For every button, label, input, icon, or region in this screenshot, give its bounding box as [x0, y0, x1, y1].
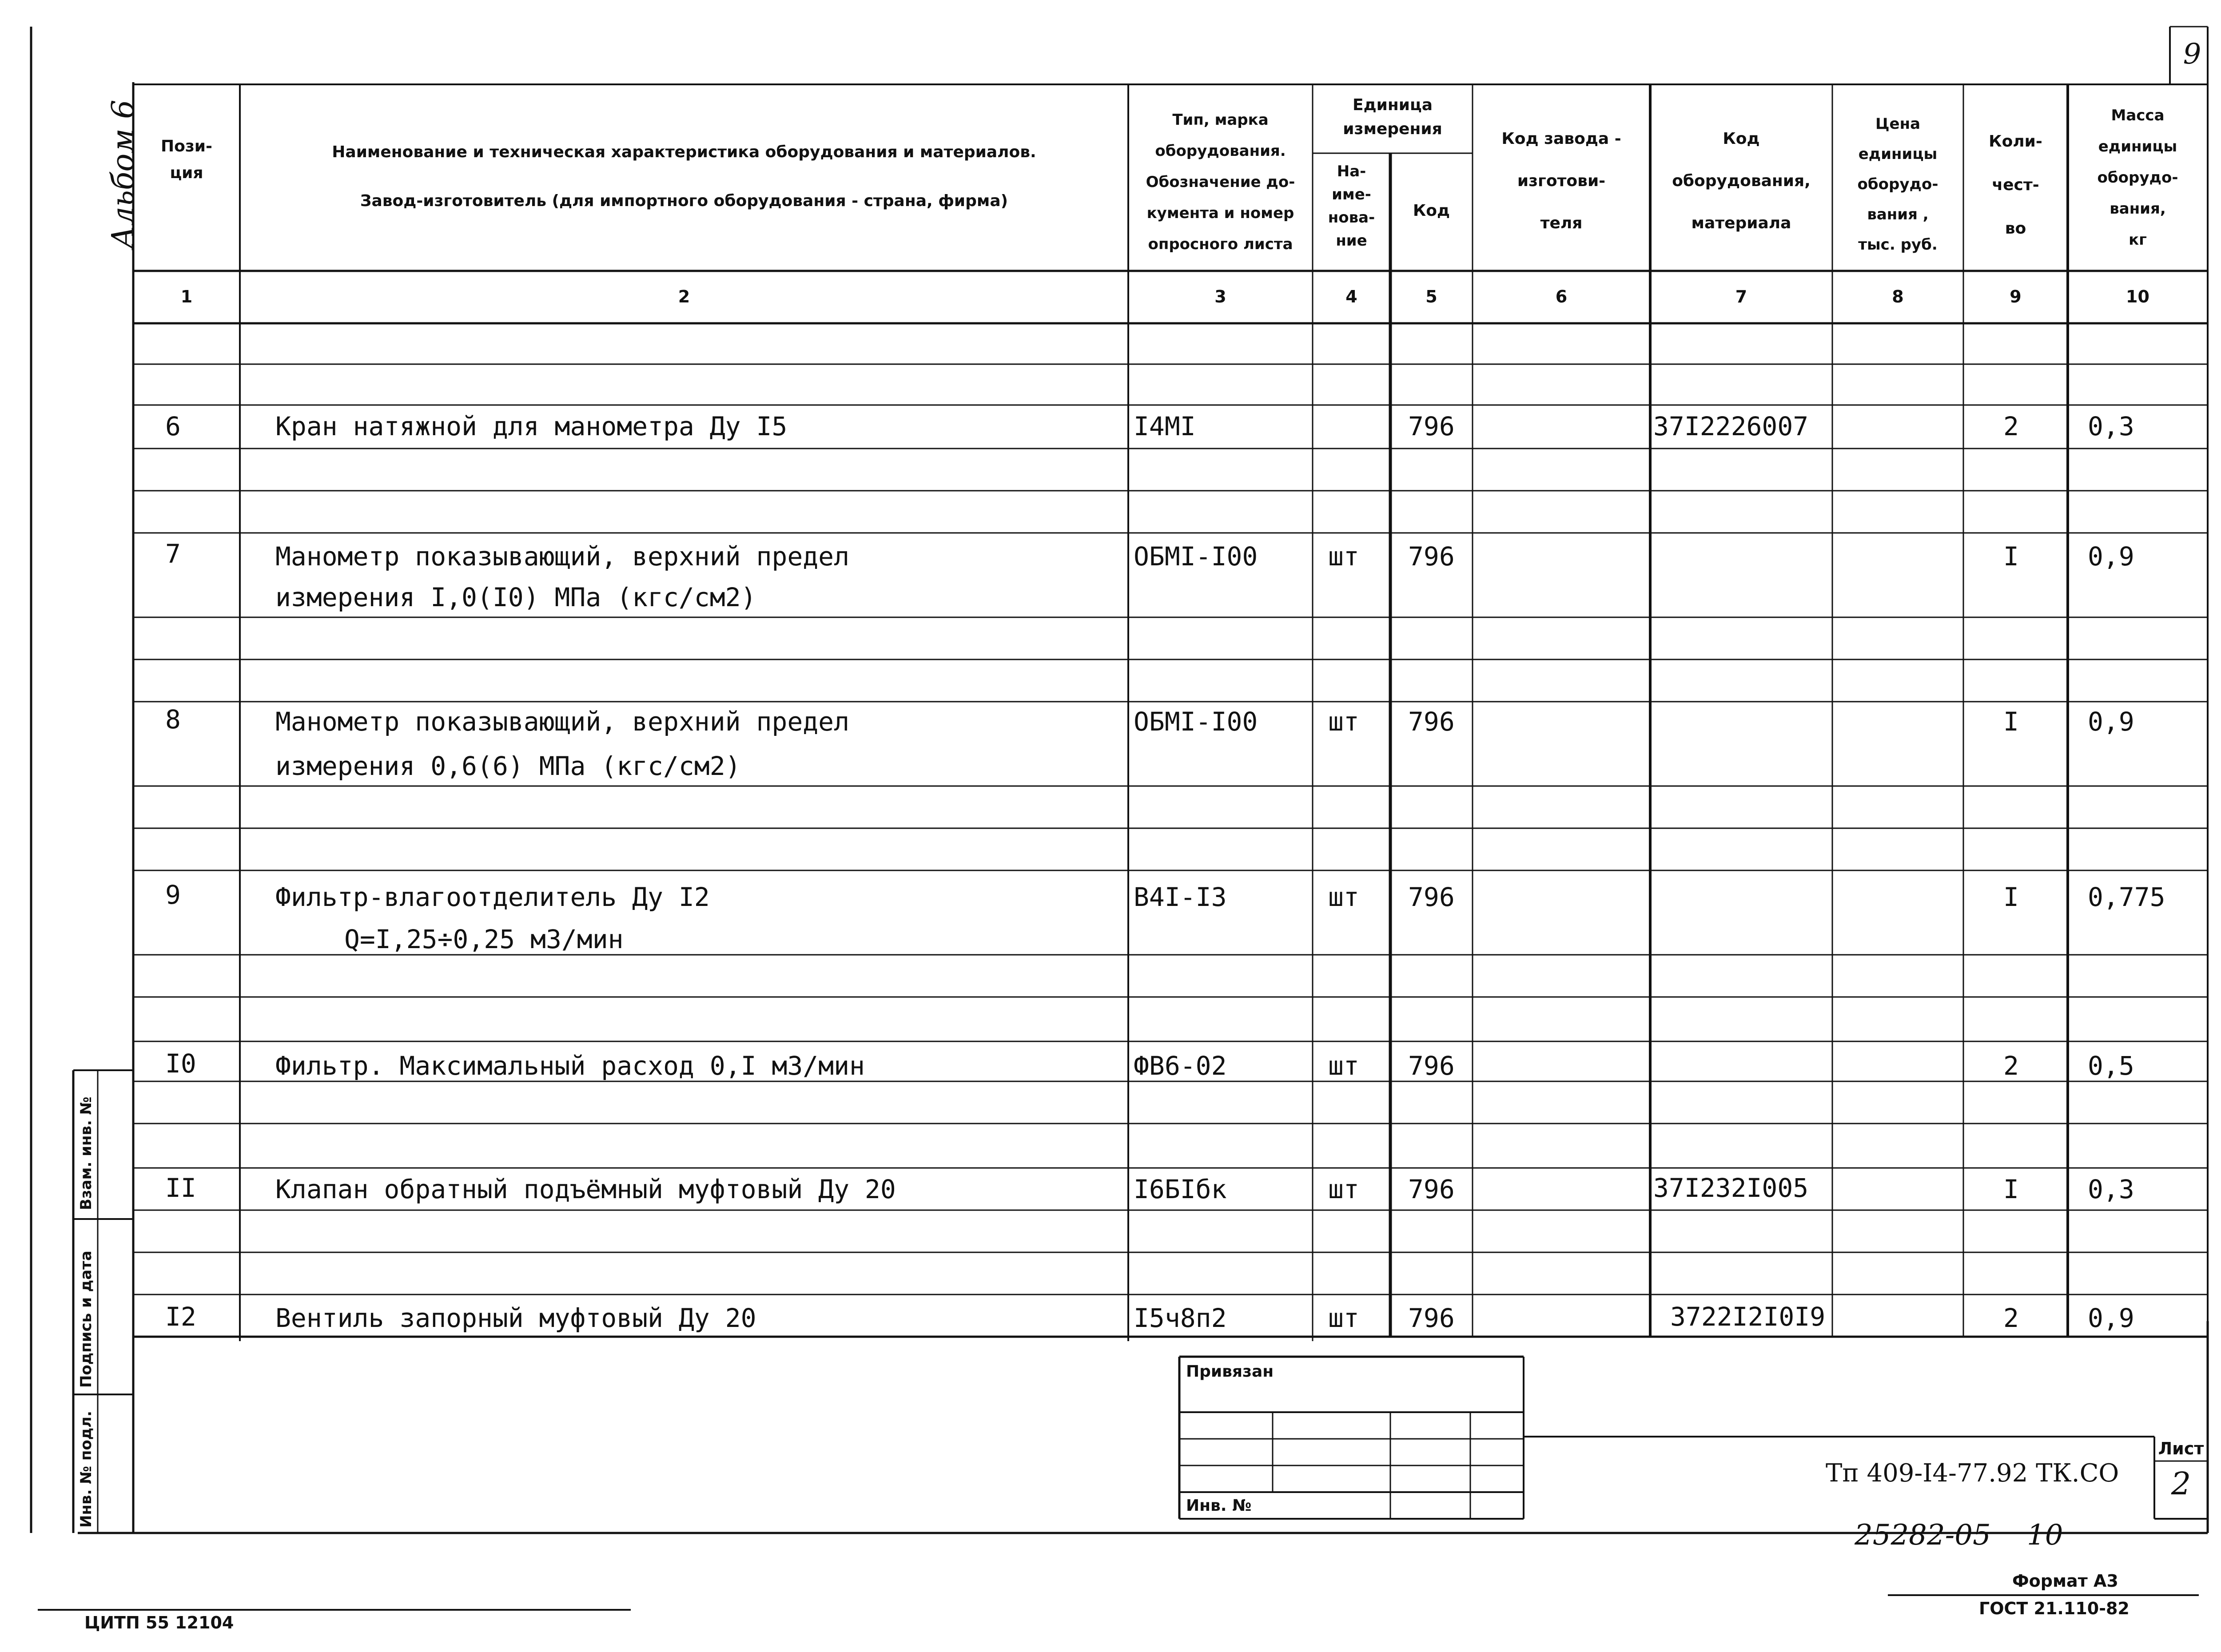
list-value: 2 — [2171, 1465, 2191, 1502]
cell-position: I0 — [165, 1048, 196, 1079]
cell-name-line2: измерения 0,6(6) МПа (кгс/см2) — [275, 751, 741, 781]
col-number: 6 — [1555, 287, 1568, 306]
unit-group-header — [1313, 93, 1473, 141]
header-line: нова- — [1328, 209, 1375, 226]
cell-name: Кран натяжной для манометра Ду I5 — [275, 411, 788, 441]
col-header-name — [240, 128, 1128, 226]
cell-position: 8 — [165, 704, 181, 735]
cell-name: Манометр показывающий, верхний предел — [275, 541, 850, 572]
cell-unit: шт — [1328, 707, 1359, 737]
cell-unit: шт — [1328, 1174, 1359, 1204]
header-line: опросного листа — [1148, 235, 1293, 253]
document-code: Тп 409-I4-77.92 ТК.СО — [1826, 1459, 2119, 1488]
header-line: оборудования, — [1672, 172, 1811, 190]
header-line: оборудования. — [1155, 142, 1286, 160]
cell-quantity: 2 — [2003, 411, 2019, 441]
cell-type: I4MI — [1134, 411, 1196, 441]
cell-mass: 0,775 — [2088, 882, 2165, 912]
header-line: Цена — [1875, 115, 1921, 133]
cell-quantity: I — [2003, 1174, 2019, 1204]
privyazan-label: Привязан — [1186, 1362, 1274, 1381]
col-header-plant-code — [1473, 118, 1650, 244]
col-number: 3 — [1214, 287, 1226, 306]
cell-type: ОБМI-I00 — [1134, 541, 1258, 572]
cell-mass: 0,9 — [2088, 541, 2134, 572]
col-header-type — [1130, 104, 1310, 260]
cell-equipment-code: 37I232I005 — [1653, 1173, 1809, 1203]
cell-unit-code: 796 — [1408, 1303, 1455, 1333]
header-line: На- — [1337, 163, 1366, 180]
col-number: 8 — [1892, 287, 1904, 306]
cell-type: I6БIбк — [1134, 1174, 1227, 1204]
header-line: Масса — [2111, 107, 2165, 124]
side-stamp-vzam: Взам. инв. № — [77, 1096, 95, 1210]
tsitp-label: ЦИТП 55 12104 — [84, 1613, 234, 1632]
cell-name: Фильтр-влагоотделитель Ду I2 — [275, 882, 710, 912]
cell-unit-code: 796 — [1408, 541, 1455, 572]
cell-position: 9 — [165, 880, 181, 910]
col-header-price — [1832, 109, 1963, 260]
col-header-unit-name — [1313, 160, 1390, 252]
header-line: теля — [1540, 214, 1583, 232]
header-line: Завод-изготовитель (для импортного оборудования - страна, фирма) — [360, 192, 1008, 210]
inv-no-label: Инв. № — [1186, 1497, 1252, 1515]
header-line: тыс. руб. — [1858, 236, 1938, 254]
col-header-position — [133, 133, 240, 187]
header-line: Обозначение до- — [1146, 173, 1295, 191]
cell-mass: 0,5 — [2088, 1051, 2134, 1081]
header-line: кг — [2129, 231, 2147, 249]
cell-unit-code: 796 — [1408, 1051, 1455, 1081]
cell-mass: 0,9 — [2088, 1303, 2134, 1333]
cell-name-line2: Q=I,25÷0,25 м3/мин — [344, 924, 624, 954]
col-number: 7 — [1735, 287, 1747, 306]
cell-mass: 0,3 — [2088, 1174, 2134, 1204]
header-line: вания, — [2110, 200, 2166, 218]
cell-unit-code: 796 — [1408, 882, 1455, 912]
col-header-mass — [2068, 100, 2208, 255]
side-stamp-inv-podl: Инв. № подл. — [77, 1410, 95, 1528]
header-line: единицы — [1858, 145, 1938, 163]
header-line: вания , — [1867, 206, 1929, 223]
cell-unit: шт — [1328, 882, 1359, 912]
header-line: Тип, марка — [1172, 111, 1269, 129]
cell-name: Вентиль запорный муфтовый Ду 20 — [275, 1303, 756, 1333]
header-line: Наименование и техническая характеристика оборудования и материалов. — [332, 143, 1036, 161]
header-line: единицы — [2098, 138, 2177, 155]
cell-unit: шт — [1328, 1303, 1359, 1333]
cell-quantity: I — [2003, 707, 2019, 737]
cell-position: 7 — [165, 539, 181, 569]
header-line: чест- — [1992, 176, 2039, 194]
sheet-corner-number: 9 — [2183, 38, 2201, 71]
col-number: 2 — [678, 287, 690, 306]
header-line: ция — [170, 164, 203, 182]
header-line: оборудо- — [1857, 175, 1938, 193]
header-line: Коли- — [1989, 132, 2042, 151]
cell-mass: 0,9 — [2088, 707, 2134, 737]
col-header-equipment-code — [1650, 118, 1832, 244]
format-label: Формат А3 — [2012, 1571, 2118, 1591]
col-number: 4 — [1345, 287, 1357, 306]
header-line: Код завода - — [1501, 130, 1621, 148]
cell-unit-code: 796 — [1408, 411, 1455, 441]
cell-unit-code: 796 — [1408, 707, 1455, 737]
col-header-quantity — [1963, 120, 2068, 250]
cell-equipment-code: 3722I2I0I9 — [1670, 1302, 1826, 1332]
cell-position: I2 — [165, 1302, 196, 1332]
col-number: 1 — [180, 287, 193, 306]
cell-unit: шт — [1328, 541, 1359, 572]
col-number: 10 — [2126, 287, 2149, 306]
cell-name-line2: измерения I,0(I0) МПа (кгс/см2) — [275, 582, 756, 612]
col-number: 5 — [1425, 287, 1437, 306]
header-line: име- — [1332, 186, 1371, 203]
cell-quantity: I — [2003, 882, 2019, 912]
header-line: изготови- — [1517, 172, 1606, 190]
cell-type: В4I-I3 — [1134, 882, 1227, 912]
header-line: кумента и номер — [1146, 204, 1294, 222]
cell-type: ФВ6-02 — [1134, 1051, 1227, 1081]
album-label: Альбом 6 — [106, 99, 141, 249]
cell-quantity: I — [2003, 541, 2019, 572]
gost-label: ГОСТ 21.110-82 — [1979, 1599, 2129, 1618]
cell-position: 6 — [165, 411, 181, 441]
header-line: Единица — [1353, 96, 1433, 114]
cell-quantity: 2 — [2003, 1303, 2019, 1333]
cell-unit: шт — [1328, 1051, 1359, 1081]
cell-type: I5ч8п2 — [1134, 1303, 1227, 1333]
col-header-unit-code — [1390, 198, 1473, 224]
header-line: во — [2005, 219, 2026, 238]
cell-name: Фильтр. Максимальный расход 0,I м3/мин — [275, 1051, 865, 1081]
list-label: Лист — [2158, 1439, 2204, 1458]
header-line: Код — [1413, 202, 1450, 220]
cell-type: ОБМI-I00 — [1134, 707, 1258, 737]
cell-name: Манометр показывающий, верхний предел — [275, 707, 850, 737]
header-line: Пози- — [161, 137, 212, 155]
header-line: материала — [1691, 214, 1791, 232]
header-line: оборудо- — [2097, 169, 2178, 187]
cell-position: II — [165, 1173, 196, 1203]
cell-equipment-code: 37I2226007 — [1653, 411, 1809, 441]
cell-mass: 0,3 — [2088, 411, 2134, 441]
handwritten-number: 25282-05 10 — [1855, 1519, 2063, 1552]
header-line: Код — [1723, 130, 1760, 148]
header-line: ние — [1336, 232, 1367, 250]
cell-quantity: 2 — [2003, 1051, 2019, 1081]
cell-unit-code: 796 — [1408, 1174, 1455, 1204]
cell-name: Клапан обратный подъёмный муфтовый Ду 20 — [275, 1174, 896, 1204]
col-number: 9 — [2010, 287, 2022, 306]
header-line: измерения — [1343, 120, 1442, 138]
side-stamp-podpis: Подпись и дата — [77, 1251, 95, 1388]
